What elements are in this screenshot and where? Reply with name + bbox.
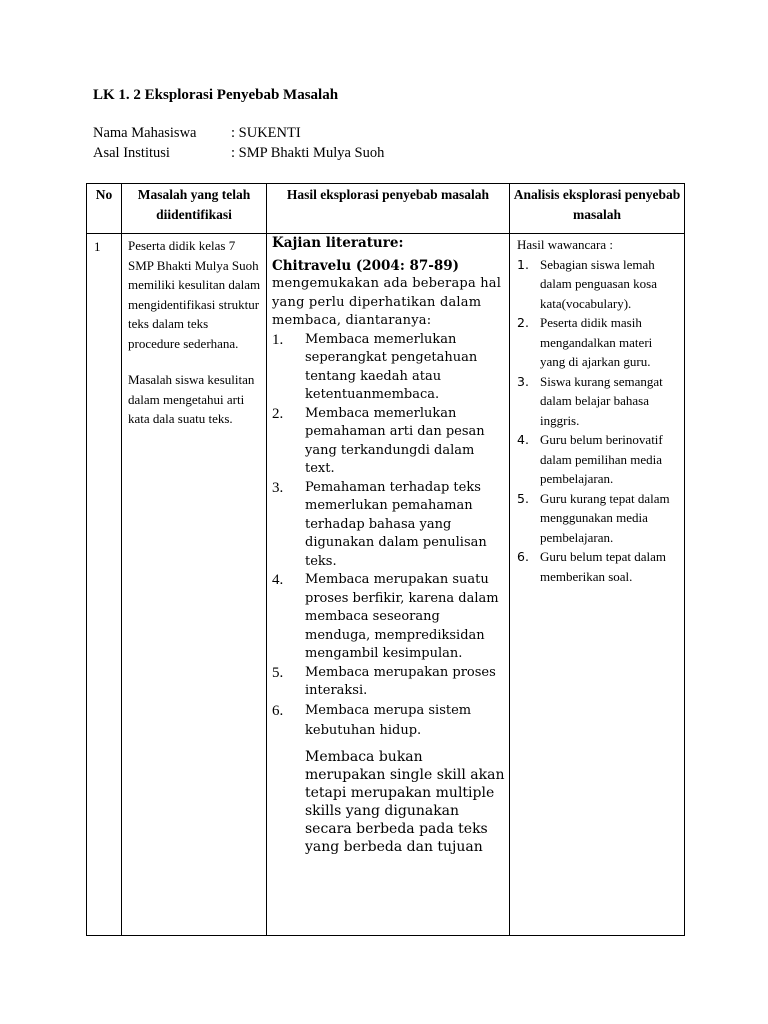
literature-source: Chitravelu (2004: 87-89) <box>272 257 460 274</box>
document-title: LK 1. 2 Eksplorasi Penyebab Masalah <box>93 87 339 103</box>
list-item: 6. Membaca merupa sistem kebutuhan hidup. <box>272 702 472 738</box>
row-number: 1 <box>87 234 122 936</box>
problem-paragraph: Peserta didik kelas 7 SMP Bhakti Mulya Suoh memiliki kesulitan dalam mengidentifikasi struktur teks dalam teks procedure sederhana. <box>128 238 261 351</box>
exploration-cell <box>267 234 510 936</box>
header-problem: Masalah yang telah diidentifikasi <box>122 184 267 234</box>
list-item: 2. Membaca memerlukan pemahaman arti dan pesan yang terkandungdi dalam text. <box>272 405 485 476</box>
student-name-label: Nama Mahasiswa <box>93 125 197 141</box>
table-header-row <box>87 184 685 234</box>
literature-list <box>272 331 505 742</box>
institution-label: Asal Institusi <box>93 145 170 161</box>
interview-heading: Hasil wawancara : <box>517 237 614 252</box>
table-row <box>87 234 685 936</box>
list-item: 5. Membaca merupakan proses interaksi. <box>272 664 496 698</box>
list-item: 2. Peserta didik masih mengandalkan materi yang di ajarkan guru. <box>517 315 653 369</box>
literature-closing: Membaca bukan merupakan single skill akan tetapi merupakan multiple skills yang digunakan secara berbeda pada teks yang berbeda dan tujuan <box>305 748 505 855</box>
student-name-value: : SUKENTI <box>231 125 301 141</box>
list-item: 1. Membaca memerlukan seperangkat pengetahuan tentang kaedah atau ketentuanmembaca. <box>272 331 478 402</box>
header-analysis: Analisis eksplorasi penyebab masalah <box>510 184 685 234</box>
header-exploration: Hasil eksplorasi penyebab masalah <box>267 184 510 234</box>
list-item: 5. Guru kurang tepat dalam menggunakan media pembelajaran. <box>517 490 670 545</box>
list-item: 4. Guru belum berinovatif dalam pemilihan media pembelajaran. <box>517 432 663 486</box>
institution-value: : SMP Bhakti Mulya Suoh <box>231 145 385 161</box>
literature-heading: Kajian literature: <box>272 235 404 251</box>
list-item: 3. Pemahaman terhadap teks memerlukan pemahaman terhadap bahasa yang digunakan dalam penulisan teks. <box>272 479 487 569</box>
interview-list <box>517 255 680 587</box>
header-no: No <box>87 184 122 234</box>
list-item: 4. Membaca merupakan suatu proses berfikir, karena dalam membaca seseorang menduga, memprediksidan mengambil kesimpulan. <box>272 572 499 661</box>
problem-cell <box>122 234 267 936</box>
institution-row <box>93 145 384 162</box>
list-item: 1. Sebagian siswa lemah dalam penguasan kosa kata(vocabulary). <box>517 256 657 311</box>
analysis-cell <box>510 234 685 936</box>
problem-paragraph: Masalah siswa kesulitan dalam mengetahui arti kata dala suatu teks. <box>128 372 255 426</box>
student-name-row <box>93 125 301 142</box>
list-item: 3. Siswa kurang semangat dalam belajar bahasa inggris. <box>517 373 663 428</box>
exploration-table <box>86 183 685 936</box>
list-item: 6. Guru belum tepat dalam memberikan soal. <box>517 549 666 584</box>
literature-intro: mengemukakan ada beberapa hal yang perlu diperhatikan dalam membaca, diantaranya: <box>272 276 502 328</box>
